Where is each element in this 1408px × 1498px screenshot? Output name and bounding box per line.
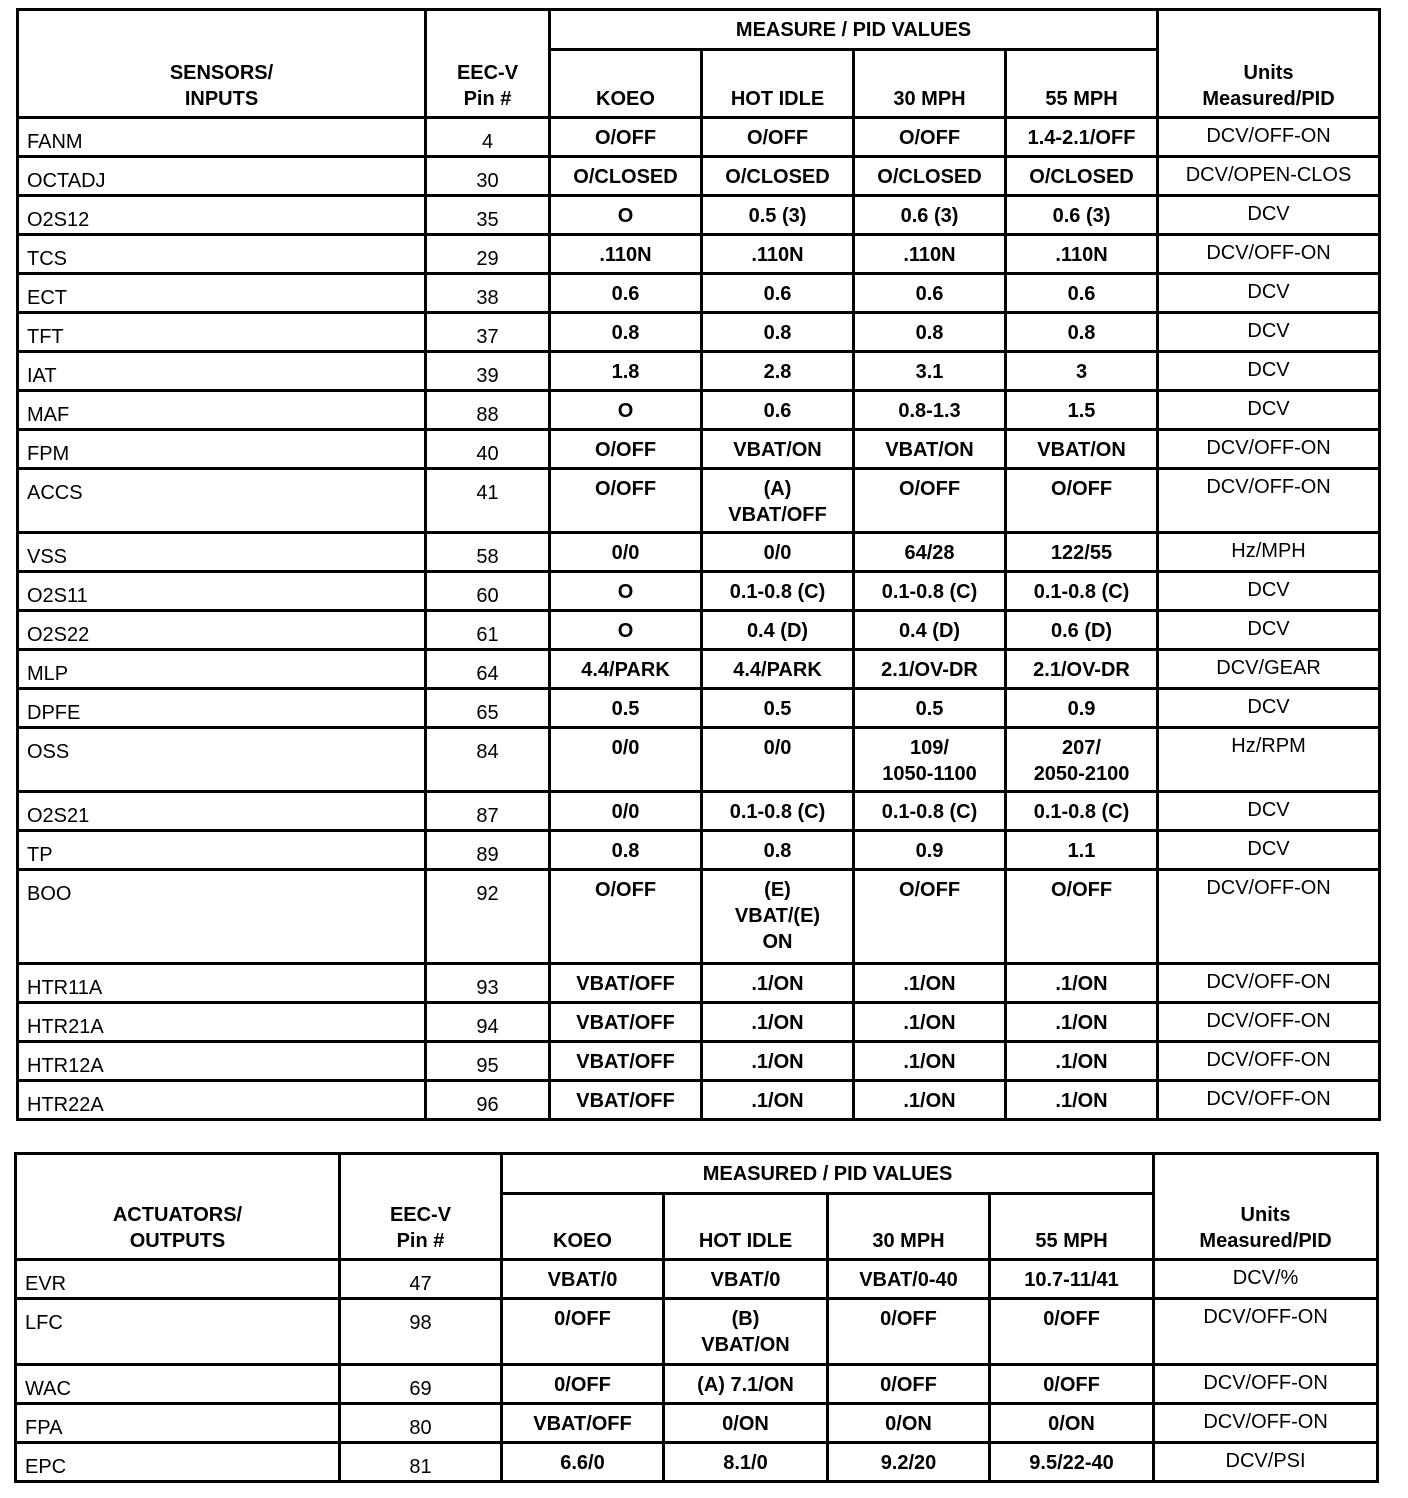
pin-cell: 84 — [426, 728, 550, 792]
table-row — [18, 533, 1380, 572]
actuators-table — [14, 1152, 1379, 1483]
55-mph-cell: 1.4-2.1/OFF — [1006, 118, 1158, 157]
units-cell: DCV/OFF-ON — [1158, 870, 1380, 964]
pin-cell: 35 — [426, 196, 550, 235]
koeo-cell: O/OFF — [550, 118, 702, 157]
hot-idle-cell: O/CLOSED — [702, 157, 854, 196]
55-mph-cell: O/CLOSED — [1006, 157, 1158, 196]
table-row — [18, 689, 1380, 728]
table-row — [18, 391, 1380, 430]
hot-idle-cell: 2.8 — [702, 352, 854, 391]
pin-cell: 61 — [426, 611, 550, 650]
30-mph-cell: 0.8-1.3 — [854, 391, 1006, 430]
table-row — [18, 235, 1380, 274]
30-mph-cell: 3.1 — [854, 352, 1006, 391]
55-mph-cell: 0.9 — [1006, 689, 1158, 728]
name-cell: EPC — [16, 1443, 340, 1482]
pin-cell: 60 — [426, 572, 550, 611]
koeo-header: KOEO — [502, 1194, 664, 1260]
name-cell: HTR22A — [18, 1081, 426, 1120]
table-row — [18, 650, 1380, 689]
units-cell: DCV/% — [1154, 1260, 1378, 1299]
name-cell: TCS — [18, 235, 426, 274]
units-cell: DCV — [1158, 831, 1380, 870]
name-cell: MAF — [18, 391, 426, 430]
55-mph-cell: 0.8 — [1006, 313, 1158, 352]
units-cell: Hz/MPH — [1158, 533, 1380, 572]
hot-idle-cell: VBAT/ON — [702, 430, 854, 469]
pin-header: EEC-V Pin # — [426, 10, 550, 118]
units-cell: DCV/OFF-ON — [1158, 1003, 1380, 1042]
units-cell: DCV — [1158, 313, 1380, 352]
hot-idle-cell: (E) VBAT/(E) ON — [702, 870, 854, 964]
units-cell: DCV — [1158, 572, 1380, 611]
55-mph-cell: .1/ON — [1006, 1081, 1158, 1120]
55-mph-cell: 9.5/22-40 — [990, 1443, 1154, 1482]
30-mph-cell: 0.6 — [854, 274, 1006, 313]
koeo-cell: 0/OFF — [502, 1365, 664, 1404]
30-mph-cell: VBAT/ON — [854, 430, 1006, 469]
name-cell: LFC — [16, 1299, 340, 1365]
55-mph-cell: 0.1-0.8 (C) — [1006, 792, 1158, 831]
units-cell: DCV/OFF-ON — [1154, 1299, 1378, 1365]
table-row — [18, 196, 1380, 235]
pin-cell: 65 — [426, 689, 550, 728]
30-mph-cell: O/OFF — [854, 870, 1006, 964]
30-mph-cell: 0.1-0.8 (C) — [854, 572, 1006, 611]
koeo-cell: O/CLOSED — [550, 157, 702, 196]
hot-idle-header: HOT IDLE — [702, 50, 854, 118]
30-mph-cell: 0.5 — [854, 689, 1006, 728]
units-cell: DCV — [1158, 196, 1380, 235]
table-row — [16, 1260, 1378, 1299]
name-cell: ACCS — [18, 469, 426, 533]
name-cell: O2S12 — [18, 196, 426, 235]
units-header: Units Measured/PID — [1158, 10, 1380, 118]
hot-idle-cell: (B) VBAT/ON — [664, 1299, 828, 1365]
koeo-cell: VBAT/OFF — [550, 1003, 702, 1042]
30-mph-cell: 0/ON — [828, 1404, 990, 1443]
pin-cell: 58 — [426, 533, 550, 572]
table-row — [18, 118, 1380, 157]
hot-idle-cell: 4.4/PARK — [702, 650, 854, 689]
hot-idle-cell: 0.6 — [702, 274, 854, 313]
name-cell: O2S22 — [18, 611, 426, 650]
55-mph-cell: 0/OFF — [990, 1365, 1154, 1404]
30-mph-cell: 0.8 — [854, 313, 1006, 352]
table-row — [18, 611, 1380, 650]
table-row — [18, 1081, 1380, 1120]
pin-cell: 47 — [340, 1260, 502, 1299]
55-mph-cell: 0/OFF — [990, 1299, 1154, 1365]
units-cell: DCV/OFF-ON — [1154, 1404, 1378, 1443]
55-mph-header: 55 MPH — [990, 1194, 1154, 1260]
name-cell: FANM — [18, 118, 426, 157]
pin-cell: 89 — [426, 831, 550, 870]
name-cell: TFT — [18, 313, 426, 352]
hot-idle-cell: .1/ON — [702, 1003, 854, 1042]
hot-idle-cell: 0/0 — [702, 533, 854, 572]
pin-cell: 81 — [340, 1443, 502, 1482]
30-mph-cell: 2.1/OV-DR — [854, 650, 1006, 689]
pin-cell: 38 — [426, 274, 550, 313]
koeo-cell: 0/0 — [550, 533, 702, 572]
actuators-outputs-header: ACTUATORS/ OUTPUTS — [16, 1154, 340, 1260]
pin-cell: 39 — [426, 352, 550, 391]
name-cell: FPM — [18, 430, 426, 469]
55-mph-cell: .110N — [1006, 235, 1158, 274]
pin-cell: 30 — [426, 157, 550, 196]
name-cell: OCTADJ — [18, 157, 426, 196]
name-cell: HTR11A — [18, 964, 426, 1003]
units-cell: DCV — [1158, 274, 1380, 313]
name-cell: ECT — [18, 274, 426, 313]
55-mph-cell: VBAT/ON — [1006, 430, 1158, 469]
pin-cell: 80 — [340, 1404, 502, 1443]
koeo-cell: O — [550, 572, 702, 611]
units-header: Units Measured/PID — [1154, 1154, 1378, 1260]
hot-idle-cell: 0.5 (3) — [702, 196, 854, 235]
55-mph-cell: O/OFF — [1006, 469, 1158, 533]
koeo-cell: VBAT/OFF — [550, 964, 702, 1003]
55-mph-cell: O/OFF — [1006, 870, 1158, 964]
hot-idle-header: HOT IDLE — [664, 1194, 828, 1260]
55-mph-cell: .1/ON — [1006, 1003, 1158, 1042]
55-mph-cell: 122/55 — [1006, 533, 1158, 572]
table-row — [16, 1299, 1378, 1365]
55-mph-cell: .1/ON — [1006, 964, 1158, 1003]
30-mph-cell: .110N — [854, 235, 1006, 274]
koeo-cell: VBAT/OFF — [550, 1081, 702, 1120]
measure-pid-values-header: MEASURE / PID VALUES — [550, 10, 1158, 50]
units-cell: DCV/OFF-ON — [1158, 118, 1380, 157]
hot-idle-cell: 0.1-0.8 (C) — [702, 792, 854, 831]
table-row — [18, 1042, 1380, 1081]
30-mph-cell: O/OFF — [854, 469, 1006, 533]
koeo-cell: O — [550, 196, 702, 235]
koeo-cell: 0.8 — [550, 831, 702, 870]
30-mph-cell: 0/OFF — [828, 1299, 990, 1365]
table-row — [18, 313, 1380, 352]
pin-cell: 37 — [426, 313, 550, 352]
hot-idle-cell: .1/ON — [702, 1081, 854, 1120]
units-cell: DCV — [1158, 792, 1380, 831]
table-row — [18, 157, 1380, 196]
name-cell: WAC — [16, 1365, 340, 1404]
koeo-cell: O/OFF — [550, 870, 702, 964]
hot-idle-cell: 0.8 — [702, 313, 854, 352]
55-mph-cell: 2.1/OV-DR — [1006, 650, 1158, 689]
pin-cell: 93 — [426, 964, 550, 1003]
units-cell: DCV — [1158, 689, 1380, 728]
30-mph-cell: 0.4 (D) — [854, 611, 1006, 650]
units-cell: DCV/OPEN-CLOS — [1158, 157, 1380, 196]
actuators-table-body — [16, 1260, 1378, 1482]
pin-cell: 87 — [426, 792, 550, 831]
30-mph-cell: 9.2/20 — [828, 1443, 990, 1482]
pin-cell: 94 — [426, 1003, 550, 1042]
pin-cell: 98 — [340, 1299, 502, 1365]
pin-cell: 29 — [426, 235, 550, 274]
table-row — [18, 572, 1380, 611]
koeo-cell: 0.5 — [550, 689, 702, 728]
55-mph-cell: 0.6 (D) — [1006, 611, 1158, 650]
55-mph-cell: 1.5 — [1006, 391, 1158, 430]
30-mph-cell: .1/ON — [854, 1081, 1006, 1120]
sensors-inputs-header: SENSORS/ INPUTS — [18, 10, 426, 118]
pin-cell: 69 — [340, 1365, 502, 1404]
units-cell: DCV — [1158, 391, 1380, 430]
55-mph-cell: .1/ON — [1006, 1042, 1158, 1081]
hot-idle-cell: .110N — [702, 235, 854, 274]
hot-idle-cell: VBAT/0 — [664, 1260, 828, 1299]
koeo-cell: VBAT/OFF — [550, 1042, 702, 1081]
hot-idle-cell: .1/ON — [702, 964, 854, 1003]
koeo-cell: 1.8 — [550, 352, 702, 391]
koeo-cell: VBAT/OFF — [502, 1404, 664, 1443]
name-cell: BOO — [18, 870, 426, 964]
table-row — [18, 831, 1380, 870]
units-cell: DCV/PSI — [1154, 1443, 1378, 1482]
name-cell: O2S21 — [18, 792, 426, 831]
units-cell: DCV/GEAR — [1158, 650, 1380, 689]
name-cell: MLP — [18, 650, 426, 689]
koeo-cell: O/OFF — [550, 430, 702, 469]
55-mph-cell: 0.6 (3) — [1006, 196, 1158, 235]
table-row — [16, 1443, 1378, 1482]
30-mph-cell: .1/ON — [854, 1003, 1006, 1042]
55-mph-cell: 3 — [1006, 352, 1158, 391]
table-row — [16, 1365, 1378, 1404]
hot-idle-cell: 8.1/0 — [664, 1443, 828, 1482]
pin-cell: 40 — [426, 430, 550, 469]
hot-idle-cell: 0/ON — [664, 1404, 828, 1443]
pin-cell: 95 — [426, 1042, 550, 1081]
table-row — [18, 964, 1380, 1003]
name-cell: FPA — [16, 1404, 340, 1443]
sensors-table — [16, 8, 1381, 1121]
hot-idle-cell: 0.8 — [702, 831, 854, 870]
55-mph-cell: 1.1 — [1006, 831, 1158, 870]
units-cell: Hz/RPM — [1158, 728, 1380, 792]
koeo-cell: VBAT/0 — [502, 1260, 664, 1299]
hot-idle-cell: 0.1-0.8 (C) — [702, 572, 854, 611]
name-cell: HTR21A — [18, 1003, 426, 1042]
30-mph-cell: VBAT/0-40 — [828, 1260, 990, 1299]
hot-idle-cell: (A) 7.1/ON — [664, 1365, 828, 1404]
30-mph-cell: O/OFF — [854, 118, 1006, 157]
30-mph-cell: .1/ON — [854, 1042, 1006, 1081]
name-cell: EVR — [16, 1260, 340, 1299]
units-cell: DCV/OFF-ON — [1158, 430, 1380, 469]
30-mph-cell: O/CLOSED — [854, 157, 1006, 196]
units-cell: DCV/OFF-ON — [1158, 1042, 1380, 1081]
55-mph-cell: 207/ 2050-2100 — [1006, 728, 1158, 792]
koeo-cell: 0.6 — [550, 274, 702, 313]
units-cell: DCV/OFF-ON — [1158, 964, 1380, 1003]
pin-cell: 88 — [426, 391, 550, 430]
koeo-cell: 6.6/0 — [502, 1443, 664, 1482]
units-cell: DCV/OFF-ON — [1158, 469, 1380, 533]
55-mph-cell: 10.7-11/41 — [990, 1260, 1154, 1299]
koeo-cell: 0/0 — [550, 728, 702, 792]
name-cell: TP — [18, 831, 426, 870]
koeo-header: KOEO — [550, 50, 702, 118]
55-mph-cell: 0.1-0.8 (C) — [1006, 572, 1158, 611]
hot-idle-cell: .1/ON — [702, 1042, 854, 1081]
units-cell: DCV/OFF-ON — [1158, 1081, 1380, 1120]
30-mph-cell: 0.6 (3) — [854, 196, 1006, 235]
koeo-cell: O/OFF — [550, 469, 702, 533]
name-cell: IAT — [18, 352, 426, 391]
koeo-cell: 0/0 — [550, 792, 702, 831]
koeo-cell: 0.8 — [550, 313, 702, 352]
pin-cell: 4 — [426, 118, 550, 157]
koeo-cell: O — [550, 391, 702, 430]
pin-cell: 96 — [426, 1081, 550, 1120]
30-mph-cell: .1/ON — [854, 964, 1006, 1003]
name-cell: OSS — [18, 728, 426, 792]
30-mph-cell: 109/ 1050-1100 — [854, 728, 1006, 792]
table-row — [16, 1404, 1378, 1443]
55-mph-cell: 0.6 — [1006, 274, 1158, 313]
30-mph-cell: 0/OFF — [828, 1365, 990, 1404]
30-mph-cell: 64/28 — [854, 533, 1006, 572]
hot-idle-cell: 0.5 — [702, 689, 854, 728]
koeo-cell: .110N — [550, 235, 702, 274]
table-row — [18, 352, 1380, 391]
table-row — [18, 1003, 1380, 1042]
name-cell: HTR12A — [18, 1042, 426, 1081]
units-cell: DCV/OFF-ON — [1158, 235, 1380, 274]
name-cell: O2S11 — [18, 572, 426, 611]
30-mph-cell: 0.9 — [854, 831, 1006, 870]
units-cell: DCV — [1158, 611, 1380, 650]
hot-idle-cell: 0/0 — [702, 728, 854, 792]
measured-pid-values-header: MEASURED / PID VALUES — [502, 1154, 1154, 1194]
pin-cell: 64 — [426, 650, 550, 689]
koeo-cell: 0/OFF — [502, 1299, 664, 1365]
koeo-cell: 4.4/PARK — [550, 650, 702, 689]
name-cell: DPFE — [18, 689, 426, 728]
pin-cell: 41 — [426, 469, 550, 533]
table-row — [18, 870, 1380, 964]
table-row — [18, 274, 1380, 313]
hot-idle-cell: O/OFF — [702, 118, 854, 157]
table-row — [18, 469, 1380, 533]
hot-idle-cell: 0.4 (D) — [702, 611, 854, 650]
30-mph-cell: 0.1-0.8 (C) — [854, 792, 1006, 831]
table-row — [18, 430, 1380, 469]
hot-idle-cell: (A) VBAT/OFF — [702, 469, 854, 533]
30-mph-header: 30 MPH — [854, 50, 1006, 118]
table-row — [18, 792, 1380, 831]
55-mph-cell: 0/ON — [990, 1404, 1154, 1443]
name-cell: VSS — [18, 533, 426, 572]
hot-idle-cell: 0.6 — [702, 391, 854, 430]
30-mph-header: 30 MPH — [828, 1194, 990, 1260]
table-row — [18, 728, 1380, 792]
pin-header: EEC-V Pin # — [340, 1154, 502, 1260]
sensors-table-body — [18, 118, 1380, 1120]
units-cell: DCV — [1158, 352, 1380, 391]
units-cell: DCV/OFF-ON — [1154, 1365, 1378, 1404]
pin-cell: 92 — [426, 870, 550, 964]
55-mph-header: 55 MPH — [1006, 50, 1158, 118]
koeo-cell: O — [550, 611, 702, 650]
